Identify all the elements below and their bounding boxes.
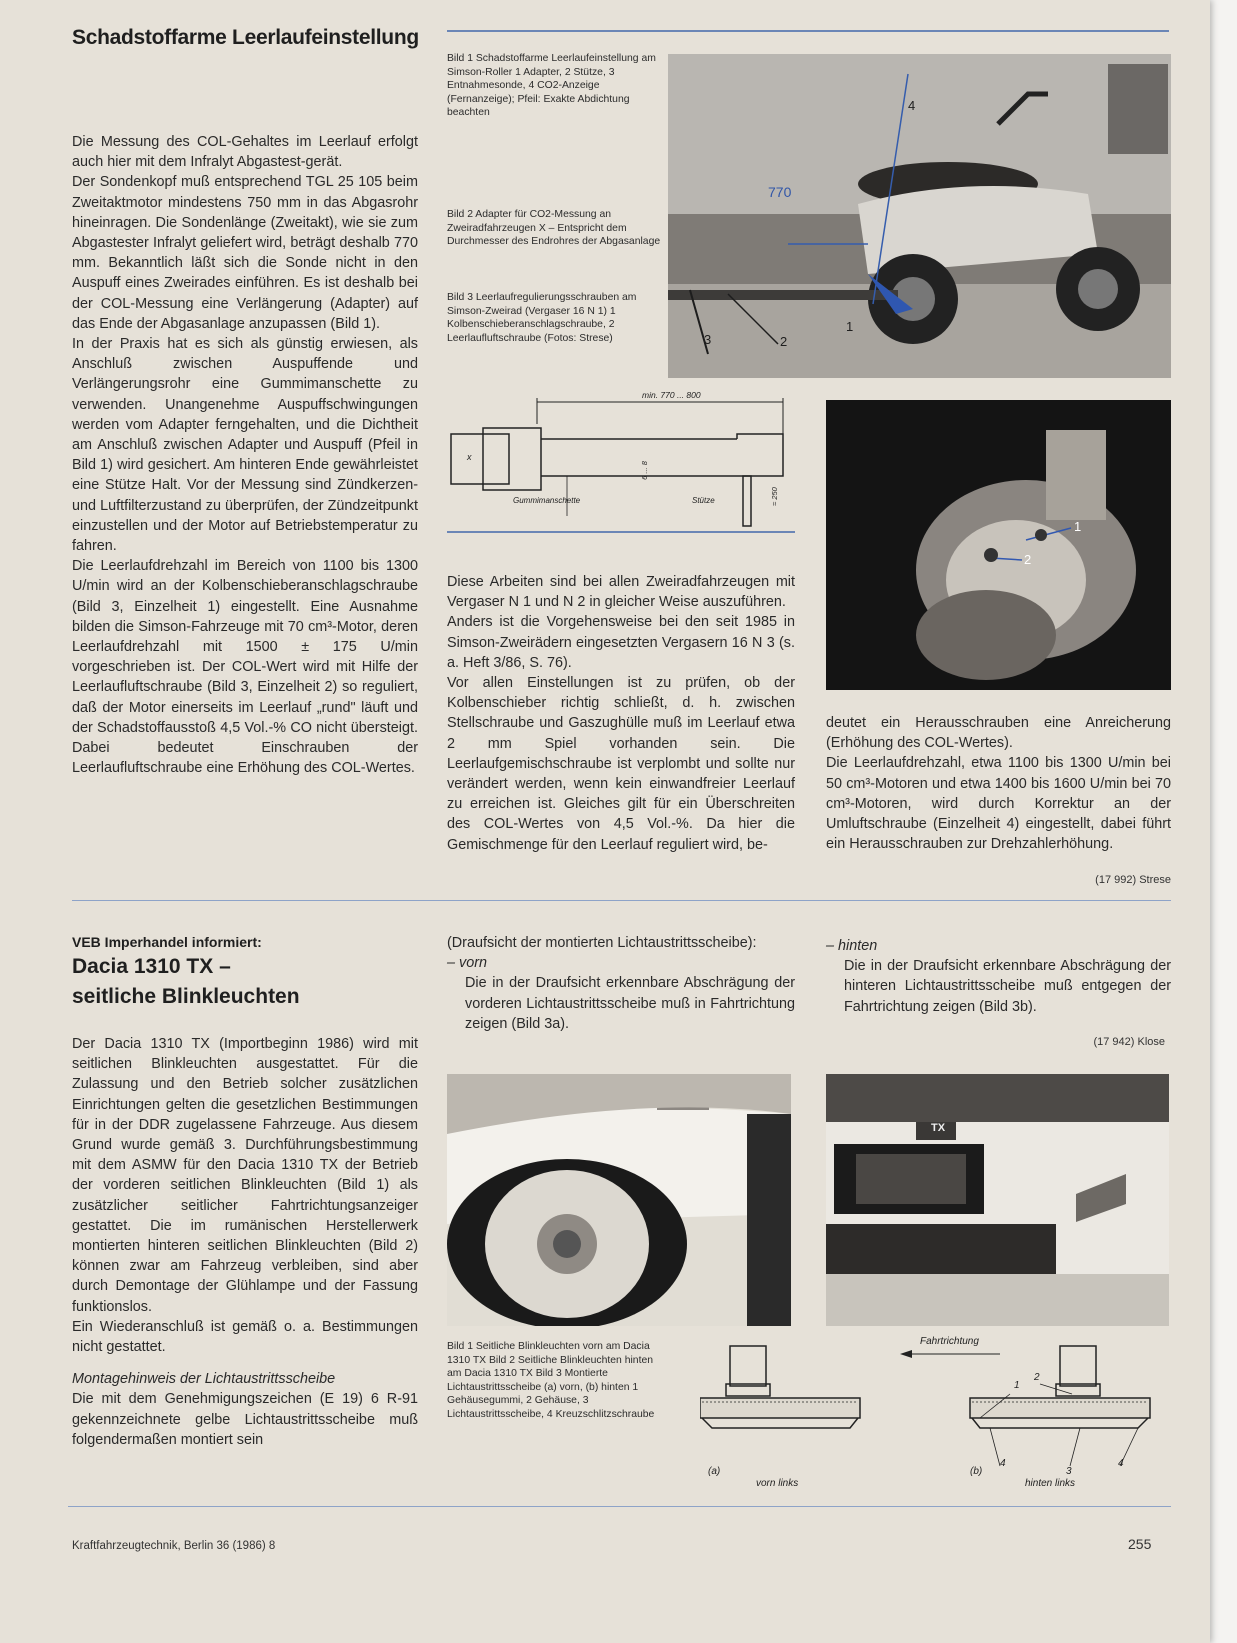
paragraph: Ein Wiederanschluß ist gemäß o. a. Bestimmungen nicht gestattet. xyxy=(72,1318,418,1356)
page-number: 255 xyxy=(1128,1536,1152,1552)
article1-title: Schadstoffarme Leerlaufeinstellung xyxy=(72,26,419,49)
number-3: 3 xyxy=(1066,1466,1072,1477)
article2-signature: (17 942) Klose xyxy=(1093,1036,1165,1048)
callout-2: 2 xyxy=(780,334,788,349)
paragraph: Die Messung des COL-Gehaltes im Leerlauf erfolgt auch hier mit dem Infralyt Abgastest-gerät. xyxy=(72,134,418,171)
paragraph: Die Leerlaufdrehzahl im Bereich von 1100 bis 1300 U/min wird an der Kolbenschieberanschlagschraube (Bild 3, Einzelheit 1) eingestellt. Eine Ausnahme bilden die Simson-Fahrzeuge mit 70 cm³-Motor, deren Leerlaufdrehzahl mit 1500 ± 175 U/min vorgeschrieben ist. Der COL-Wert wird mit Hilfe der Leerlaufluftschraube (Bild 3, Einzelheit 2) so reguliert, daß der Motor einerseits im Leerlauf „rund" läuft und der Schadstoffausstoß 4,5 Vol.-% CO nicht übersteigt. Dabei bedeutet Einschrauben der Leerlaufluftschraube eine Erhöhung des COL-Wertes. xyxy=(72,558,418,777)
diagram-x: x xyxy=(467,452,472,462)
diagram-manschette: Gummimanschette xyxy=(513,496,581,505)
paragraph: Die mit dem Genehmigungszeichen (E 19) 6 R-91 gekennzeichnete gelbe Lichtaustrittsscheibe muß folgendermaßen montiert sein xyxy=(72,1391,418,1448)
section-divider xyxy=(72,900,1171,901)
carb-callout-2: 2 xyxy=(1024,552,1032,567)
paragraph: In der Praxis hat es sich als günstig erwiesen, als Anschluß zwischen Auspuffende und Verlängerungsrohr eine Gummimanschette zu verwenden. Unangenehme Auspuffschwingungen werden vom Adapter ferngehalten, und die Dichtheit am Anschluß zwischen Adapter und Auspuff (Pfeil in Bild 1) wird gesichert. Am hinteren Ende gewährleistet eine Stütze Halt. Vor der Messung sind Zündkerzen- und Luftfilterzustand zu überprüfen, der Zündzeitpunkt einzustellen und der Motor auf Betriebstemperatur zu fahren. xyxy=(72,336,418,555)
paragraph: Anders ist die Vorgehensweise bei den seit 1985 in Simson-Zweirädern eingesetzten Vergasern 16 N 3 (s. a. Heft 3/86, S. 76). xyxy=(447,614,795,671)
hinten-label: – hinten xyxy=(826,938,878,954)
article2-captions: Bild 1 Seitliche Blinkleuchten vorn am Dacia 1310 TX Bild 2 Seitliche Blinkleuchten hinten am Dacia 1310 TX Bild 3 Montierte Lichtaustrittsscheibe (a) vorn, (b) hinten 1 Gehäusegummi, 2 Gehäuse, 3 Lichtaustrittsscheibe, 4 Kreuzschlitzschraube xyxy=(447,1341,655,1420)
fahrtrichtung-label: Fahrtrichtung xyxy=(920,1336,979,1347)
callout-1: 1 xyxy=(846,319,854,334)
paragraph: (Draufsicht der montierten Lichtaustrittsscheibe): xyxy=(447,935,757,951)
vorn-links-label: vorn links xyxy=(756,1478,799,1489)
vorn-text: Die in der Draufsicht erkennbare Abschrägung der vorderen Lichtaustrittsscheibe muß in Fahrtrichtung zeigen (Bild 3a). xyxy=(465,975,795,1032)
number-4a: 4 xyxy=(1000,1458,1006,1469)
label-b: (b) xyxy=(970,1466,983,1477)
article2-col3 xyxy=(826,936,1171,1017)
article2-title-line1: Dacia 1310 TX – xyxy=(72,955,231,978)
dacia-front-photo xyxy=(447,1074,791,1326)
diagram-min-length: min. 770 ... 800 xyxy=(642,390,701,400)
article1-signature: (17 992) Strese xyxy=(1095,874,1171,886)
paragraph: Der Sondenkopf muß entsprechend TGL 25 105 beim Zweitaktmotor mindestens 750 mm in das Abgasrohr hineinragen. Die Sondenlänge (Zweitakt), wie sie zum Abgastester Infralyt geliefert wird, beträgt deshalb 770 mm. Bekanntlich läßt sich die Sonde nicht in den Auspuff eines Zweirades einführen. Es ist deshalb bei der COL-Messung eine Verlängerung (Adapter) auf das Ende der Abgasanlage anzupassen (Bild 1). xyxy=(72,174,418,332)
lens-mounting-diagram xyxy=(700,1336,1170,1502)
paragraph: deutet ein Herausschrauben eine Anreicherung (Erhöhung des COL-Wertes). xyxy=(826,715,1171,752)
label-a: (a) xyxy=(708,1466,721,1477)
vorn-label: – vorn xyxy=(447,955,487,972)
subhead: Montagehinweis der Lichtaustrittsscheibe xyxy=(72,1371,336,1388)
diagram-d1: 6 ... 8 xyxy=(639,461,649,480)
hinten-text: Die in der Draufsicht erkennbare Abschrägung der hinteren Lichtaustrittsscheibe muß entgegen der Fahrtrichtung zeigen (Bild 3b). xyxy=(844,958,1171,1015)
number-4b: 4 xyxy=(1118,1458,1124,1469)
carb-callout-1: 1 xyxy=(1074,519,1082,534)
hinten-links-label: hinten links xyxy=(1025,1478,1076,1489)
dacia-rear-photo xyxy=(826,1074,1169,1326)
top-rule xyxy=(447,30,1169,32)
article2-col2 xyxy=(447,933,795,1034)
dimension-label: 770 xyxy=(768,184,792,200)
article2-col1 xyxy=(72,1034,418,1450)
carburetor-photo xyxy=(826,400,1171,690)
article1-col3 xyxy=(826,713,1171,854)
caption-bild3: Bild 3 Leerlaufregulierungsschrauben am Simson-Zweirad (Vergaser 16 N 1) 1 Kolbenschieberanschlagschraube, 2 Leerlaufluftschraube (Fotos: Strese) xyxy=(447,292,637,344)
diagram-stuetze: Stütze xyxy=(692,496,715,505)
bottom-rule xyxy=(68,1506,1171,1507)
caption-bild2: Bild 2 Adapter für CO2-Messung an Zweiradfahrzeugen X – Entspricht dem Durchmesser des Endrohres der Abgasanlage xyxy=(447,209,661,248)
adapter-diagram xyxy=(447,390,795,542)
number-2: 2 xyxy=(1034,1372,1040,1383)
paragraph: Die Leerlaufdrehzahl, etwa 1100 bis 1300 U/min bei 50 cm³-Motoren und etwa 1400 bis 1600 U/min bei 70 cm³-Motoren, wird durch Korrektur an der Umluftschraube (Einzelheit 4) eingestellt, dabei führt ein Herausschrauben zur Drehzahlerhöhung. xyxy=(826,755,1171,853)
diagram-d2: ≈ 250 xyxy=(769,487,779,506)
caption-bild1: Bild 1 Schadstoffarme Leerlaufeinstellung am Simson-Roller 1 Adapter, 2 Stütze, 3 Entnahmesonde, 4 CO2-Anzeige (Fernanzeige); Pfeil: Exakte Abdichtung beachten xyxy=(447,53,656,119)
paragraph: Der Dacia 1310 TX (Importbeginn 1986) wird mit seitlichen Blinkleuchten ausgestattet. Für die Zulassung und den Betrieb solcher zusätzlichen Einrichtungen gelten die gesetzlichen Bestimmungen für in der DDR zugelassene Fahrzeuge. Aus diesem Grund wurde gemäß 3. Durchführungsbestimmung mit dem ASMW für den Dacia 1310 TX der Betrieb der vorderen seitlichen Blinkleuchten (Bild 1) als zusätzlicher seitlicher Fahrtrichtungsanzeiger gestattet. Die im rumänischen Herstellerwerk montierten hinteren seitlichen Blinkleuchten (Bild 2) können zwar am Fahrzeug verbleiben, sind aber durch Demontage der Glühlampe und der Fassung funktionslos. xyxy=(72,1036,418,1315)
callout-4: 4 xyxy=(908,98,916,113)
journal-footer: Kraftfahrzeugtechnik, Berlin 36 (1986) 8 xyxy=(72,1540,276,1552)
number-1: 1 xyxy=(1014,1380,1020,1391)
article1-col1 xyxy=(72,132,418,779)
scooter-photo xyxy=(668,54,1171,378)
article2-title-line2: seitliche Blinkleuchten xyxy=(72,985,300,1008)
callout-3: 3 xyxy=(704,332,712,347)
paragraph: Vor allen Einstellungen ist zu prüfen, ob der Kolbenschieber richtig schließt, d. h. zwischen Stellschraube und Gaszughülle muß im Leerlauf etwa 2 mm Spiel vorhanden sein. Die Leerlaufgemischschraube ist verplombt und sollte nur verändert werden, wenn kein einwandfreier Leerlauf zu erreichen ist. Gleiches gilt für ein Überschreiten des COL-Wertes von 4,5 Vol.-%. Da hier die Gemischmenge für den Leerlauf reguliert wird, be- xyxy=(447,675,795,853)
tx-badge: TX xyxy=(930,1122,946,1134)
article1-col2 xyxy=(447,572,795,855)
paragraph: Diese Arbeiten sind bei allen Zweiradfahrzeugen mit Vergaser N 1 und N 2 in gleicher Weise auszuführen. xyxy=(447,574,795,611)
article2-kicker: VEB Imperhandel informiert: xyxy=(72,934,262,950)
